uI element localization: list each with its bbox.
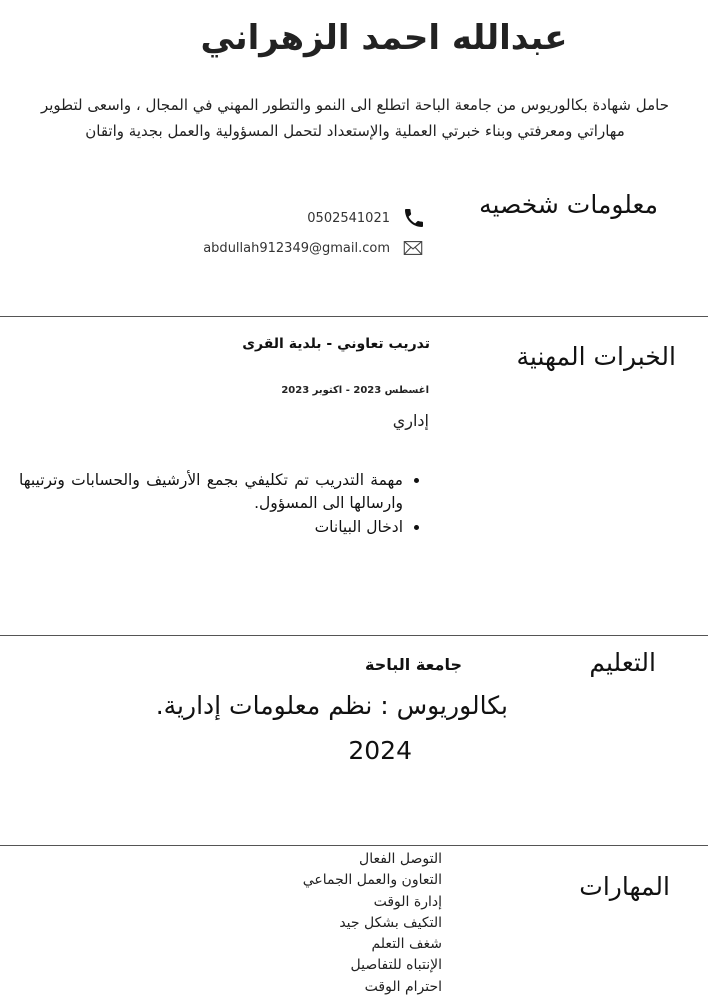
phone-icon [402,206,426,230]
list-item: شغف التعلم [371,936,442,953]
email-row [203,237,424,259]
divider [0,635,708,636]
experience-title: الخبرات المهنية [516,342,676,371]
list-item: إدارة الوقت [373,893,442,910]
skills-title: المهارات [579,872,670,901]
school-name: جامعة الباحة [364,655,462,674]
list-item: • مهمة التدريب تم تكليفي بجمع الأرشيف والحسابات وترتيبها وارسالها الى المسؤول. [19,469,403,515]
summary-text: حامل شهادة بكالوريوس من جامعة الباحة اتطلع الى النمو والتطور المهني في المجال ، واسعى لتطوير مهاراتي ومعرفتي وبناء خبرتي العملية والإستعداد لتحمل المسؤولية والعمل بجدية واتقان [40,96,669,140]
phone-row [307,206,426,230]
divider [0,316,708,317]
person-name: عبدالله احمد الزهراني [200,18,568,58]
list-item: احترام الوقت [364,978,442,995]
list-item: التعاون والعمل الجماعي [302,872,442,889]
skills-list [303,849,442,998]
graduation-year: 2024 [348,736,412,765]
email-address: abdullah912349@gmail.com [203,240,390,256]
list-item: التوصل الفعال [359,851,442,867]
list-item: • ادخال البيانات [19,516,403,539]
list-item: الإنتباه للتفاصيل [350,957,442,974]
degree: بكالوريوس : نظم معلومات إدارية. [155,691,508,720]
divider [0,845,708,846]
education-title: التعليم [589,648,656,677]
job-tasks-list [19,469,429,540]
job-title: تدريب تعاوني - بلدية القرى [242,336,430,352]
personal-info-title: معلومات شخصيه [479,190,658,219]
job-dates: اغسطس 2023 - اكتوبر 2023 [281,385,429,396]
phone-number: 0502541021 [307,210,390,226]
list-item: التكيف بشكل جيد [339,914,442,931]
job-role: إداري [392,411,429,430]
envelope-icon [402,237,424,259]
